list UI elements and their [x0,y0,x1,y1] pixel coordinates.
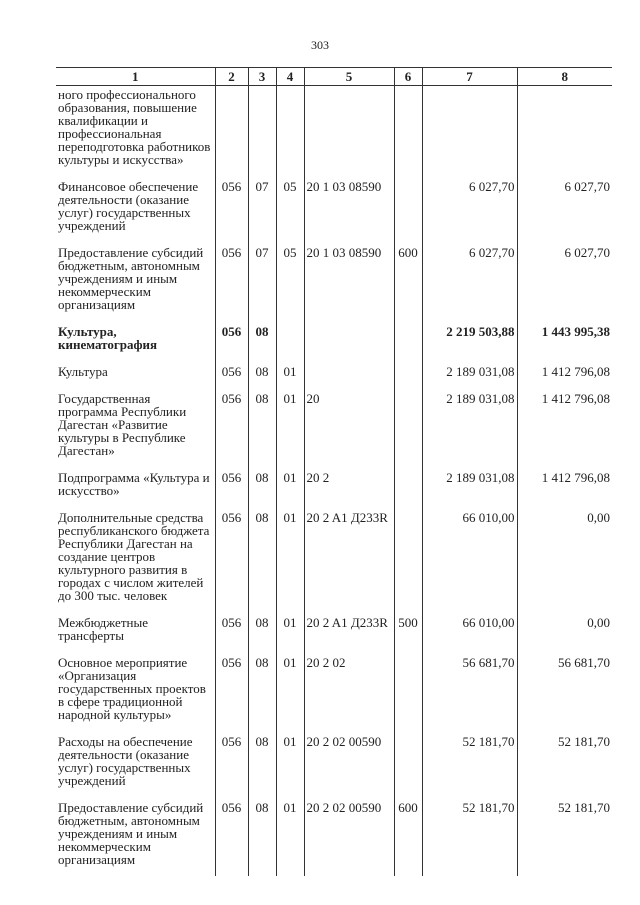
row-name: Культура, кинематография [58,324,158,352]
row-ved: 056 [215,797,248,876]
row-section: 08 [248,361,276,388]
row-target-code: 20 1 03 08590 [304,242,394,321]
row-target-code: 20 1 03 08590 [304,176,394,242]
row-target-code: 20 2 [304,467,394,507]
row-expense-type [394,388,422,467]
row-section: 08 [248,612,276,652]
row-subsection: 05 [276,176,304,242]
row-target-code: 20 [304,388,394,467]
row-amount-1: 6 027,70 [422,242,517,321]
row-amount-2: 1 412 796,08 [517,467,612,507]
row-subsection: 01 [276,612,304,652]
row-subsection: 01 [276,731,304,797]
row-name: Подпрограмма «Культура и искусство» [58,470,210,498]
row-name: Дополнительные средства республиканского бюджета Республики Дагестан на создание центров культурного развития в городах с числом жителей до 300 тыс. человек [58,510,210,603]
table-row [56,507,612,612]
row-name: Основное мероприятие «Организация государственных проектов в сфере традиционной народной культуры» [58,655,206,722]
row-target-code: 20 2 A1 Д233R [304,507,394,612]
row-amount-1: 66 010,00 [422,507,517,612]
row-ved: 056 [215,507,248,612]
row-amount-2: 6 027,70 [517,176,612,242]
row-section: 08 [248,652,276,731]
row-expense-type [394,321,422,361]
row-amount-2: 0,00 [517,612,612,652]
col-header-4: 4 [276,68,304,86]
col-header-5: 5 [304,68,394,86]
row-section: 08 [248,507,276,612]
row-target-code [304,361,394,388]
row-section [248,86,276,177]
row-subsection: 01 [276,652,304,731]
row-subsection: 01 [276,797,304,876]
table-row [56,467,612,507]
row-amount-2: 52 181,70 [517,731,612,797]
row-amount-2: 1 443 995,38 [517,321,612,361]
row-amount-2: 0,00 [517,507,612,612]
table-row [56,797,612,876]
row-section: 08 [248,388,276,467]
table-row [56,176,612,242]
row-ved: 056 [215,321,248,361]
row-section: 08 [248,797,276,876]
row-amount-1: 2 189 031,08 [422,467,517,507]
row-subsection: 01 [276,507,304,612]
row-amount-2: 6 027,70 [517,242,612,321]
row-expense-type [394,731,422,797]
row-amount-1 [422,86,517,177]
row-name: Предоставление субсидий бюджетным, автономным учреждениям и иным некоммерческим организациям [58,800,204,867]
row-ved [215,86,248,177]
row-expense-type [394,467,422,507]
row-section: 08 [248,467,276,507]
row-amount-2: 1 412 796,08 [517,361,612,388]
row-name: Расходы на обеспечение деятельности (оказание услуг) государственных учреждений [58,734,193,788]
row-expense-type [394,507,422,612]
row-subsection [276,321,304,361]
row-name: Государственная программа Республики Дагестан «Развитие культуры в Республике Дагестан» [58,391,187,458]
row-target-code [304,86,394,177]
row-ved: 056 [215,388,248,467]
table-row [56,612,612,652]
table-row [56,731,612,797]
row-name: Финансовое обеспечение деятельности (оказание услуг) государственных учреждений [58,179,199,233]
row-expense-type [394,86,422,177]
row-expense-type [394,361,422,388]
row-ved: 056 [215,242,248,321]
row-section: 08 [248,731,276,797]
row-amount-2 [517,86,612,177]
row-ved: 056 [215,731,248,797]
row-expense-type [394,652,422,731]
header-row [56,68,612,86]
row-amount-2: 56 681,70 [517,652,612,731]
row-ved: 056 [215,467,248,507]
table-row [56,388,612,467]
row-name: Предоставление субсидий бюджетным, автономным учреждениям и иным некоммерческим организациям [58,245,204,312]
row-section: 08 [248,321,276,361]
row-amount-1: 52 181,70 [422,797,517,876]
row-amount-1: 66 010,00 [422,612,517,652]
table-row [56,86,612,177]
row-section: 07 [248,176,276,242]
row-target-code: 20 2 02 [304,652,394,731]
row-amount-1: 2 219 503,88 [422,321,517,361]
row-ved: 056 [215,612,248,652]
col-header-7: 7 [422,68,517,86]
row-ved: 056 [215,176,248,242]
col-header-6: 6 [394,68,422,86]
row-expense-type: 500 [394,612,422,652]
table-row [56,242,612,321]
row-expense-type [394,176,422,242]
row-amount-2: 1 412 796,08 [517,388,612,467]
row-amount-1: 6 027,70 [422,176,517,242]
row-amount-1: 56 681,70 [422,652,517,731]
col-header-2: 2 [215,68,248,86]
table-row [56,321,612,361]
row-subsection: 01 [276,467,304,507]
row-expense-type: 600 [394,797,422,876]
row-amount-1: 52 181,70 [422,731,517,797]
col-header-3: 3 [248,68,276,86]
row-target-code: 20 2 02 00590 [304,797,394,876]
row-subsection: 05 [276,242,304,321]
row-target-code: 20 2 02 00590 [304,731,394,797]
row-section: 07 [248,242,276,321]
row-ved: 056 [215,361,248,388]
row-ved: 056 [215,652,248,731]
page-number: 303 [311,38,329,52]
row-amount-1: 2 189 031,08 [422,388,517,467]
budget-table [56,67,612,876]
table-row [56,652,612,731]
row-subsection: 01 [276,361,304,388]
row-amount-1: 2 189 031,08 [422,361,517,388]
row-subsection [276,86,304,177]
col-header-8: 8 [517,68,612,86]
row-amount-2: 52 181,70 [517,797,612,876]
col-header-1: 1 [56,68,215,86]
row-name: ного профессионального образования, повышение квалификации и профессиональная переподготовка работников культуры и искусства» [58,87,211,167]
row-name: Культура [58,364,108,379]
row-name: Межбюджетные трансферты [58,615,148,643]
table-row [56,361,612,388]
row-expense-type: 600 [394,242,422,321]
row-target-code: 20 2 A1 Д233R [304,612,394,652]
row-target-code [304,321,394,361]
row-subsection: 01 [276,388,304,467]
